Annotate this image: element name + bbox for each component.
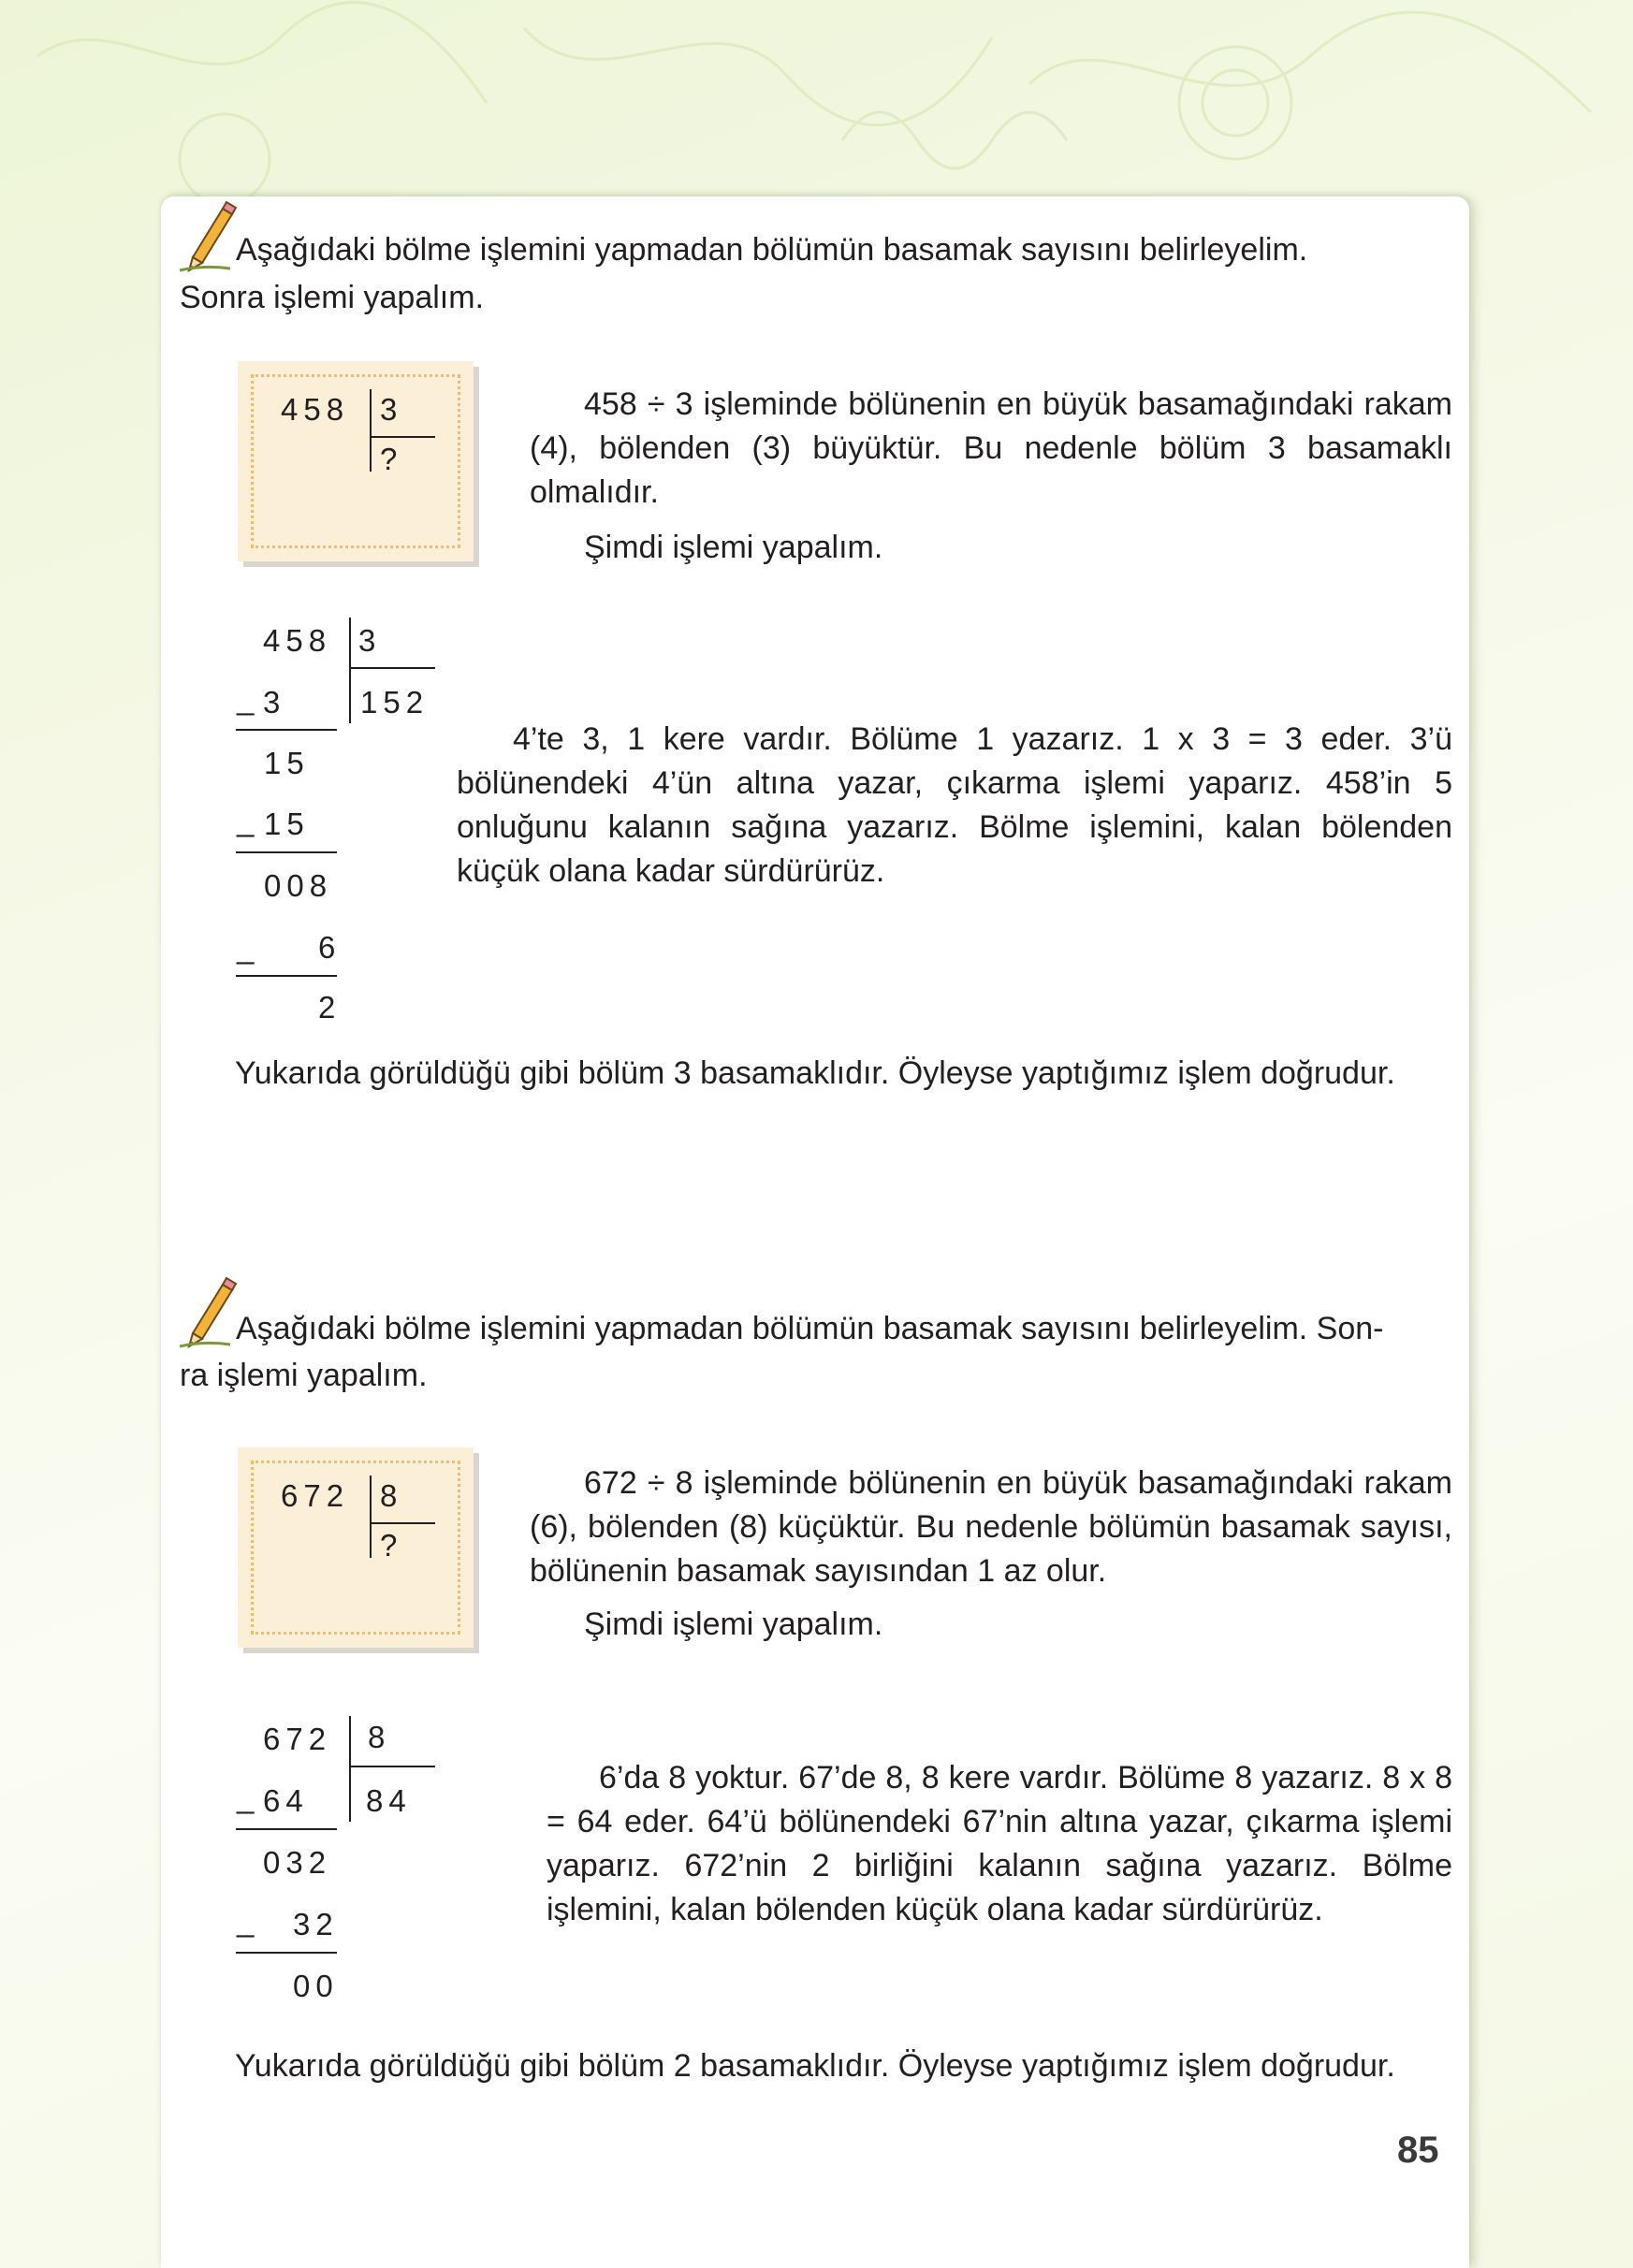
subtrahend: 64 <box>263 1783 309 1818</box>
box-quotient: ? <box>380 442 403 476</box>
box-divisor: 8 <box>380 1478 403 1513</box>
steps-paragraph: 4’te 3, 1 kere vardır. Bölüme 1 yazarız. 1 x 3 = 3 eder. 3’ü bölünendeki 4’ün altına yazar, çıkarma işlemi yaparız. 458’in 5 onluğunu kalanın sağına yazarız. Bölme işlemini, kalan bölenden küçük olana kadar sürdürürüz. <box>457 721 1452 889</box>
division-dividend: 672 <box>263 1722 332 1756</box>
estimate-box <box>238 1447 474 1648</box>
explanation-paragraph: 672 ÷ 8 işleminde bölünenin en büyük basamağındaki rakam (6), bölenden (8) küçüktür. Bu nedenle bölümün basamak sayısı, bölünenin basamak sayısından 1 az olur. <box>530 1465 1452 1589</box>
final-remainder: 2 <box>318 990 342 1025</box>
division-dividend: 458 <box>263 623 332 658</box>
division-quotient: 152 <box>360 685 430 720</box>
explanation-paragraph: 458 ÷ 3 işleminde bölünenin en büyük basamağındaki rakam (4), bölenden (3) büyüktür. Bu nedenle bölüm 3 basamaklı olmalıdır. <box>530 386 1452 510</box>
conclusion-text: Yukarıda görüldüğü gibi bölüm 2 basamaklıdır. Öyleyse yaptığımız işlem doğrudur. <box>235 2048 1395 2084</box>
remainder: 008 <box>264 868 333 903</box>
box-divisor: 3 <box>380 392 403 427</box>
box-dividend: 672 <box>281 1478 350 1513</box>
pencil-icon <box>176 199 238 274</box>
steps-paragraph: 6’da 8 yoktur. 67’de 8, 8 kere vardır. Bölüme 8 yazarız. 8 x 8 = 64 eder. 64’ü bölünendeki 67’nin altına yazar, çıkarma işlemi yaparız. 672’nin 2 birliğini kalanın sağına yazarız. Bölme işlemini, kalan bölenden küçük olana kadar sürdürürüz. <box>547 1760 1452 1927</box>
box-dividend: 458 <box>281 392 350 427</box>
minus-sign: _ <box>237 1780 260 1814</box>
remainder: 15 <box>264 746 310 780</box>
pencil-icon <box>176 1275 238 1350</box>
subtrahend: 6 <box>318 930 342 965</box>
division-divisor: 8 <box>368 1720 391 1754</box>
remainder: 032 <box>263 1845 332 1880</box>
subtrahend: 3 <box>263 685 286 720</box>
page-number: 85 <box>1397 2130 1439 2171</box>
instruction-line-1: Aşağıdaki bölme işlemini yapmadan bölümün basamak sayısını belirleyelim. Son- <box>236 1311 1384 1346</box>
conclusion-text: Yukarıda görüldüğü gibi bölüm 3 basamaklıdır. Öyleyse yaptığımız işlem doğrudur. <box>235 1055 1395 1091</box>
minus-sign: _ <box>237 803 260 837</box>
subtrahend: 15 <box>264 807 310 841</box>
division-quotient: 84 <box>366 1783 412 1818</box>
box-quotient: ? <box>380 1528 403 1563</box>
minus-sign: _ <box>237 1903 260 1938</box>
minus-sign: _ <box>237 930 260 965</box>
now-do-text: Şimdi işlemi yapalım. <box>584 1606 883 1642</box>
instruction-line-2: Sonra işlemi yapalım. <box>180 280 485 315</box>
instruction-line-2: ra işlemi yapalım. <box>180 1358 428 1393</box>
subtrahend: 32 <box>293 1907 339 1941</box>
instruction-line-1: Aşağıdaki bölme işlemini yapmadan bölümün basamak sayısını belirleyelim. <box>236 232 1308 268</box>
estimate-box <box>238 361 474 561</box>
minus-sign: _ <box>237 681 260 716</box>
division-divisor: 3 <box>358 623 382 658</box>
now-do-text: Şimdi işlemi yapalım. <box>584 530 883 565</box>
final-remainder: 00 <box>293 1969 339 2003</box>
